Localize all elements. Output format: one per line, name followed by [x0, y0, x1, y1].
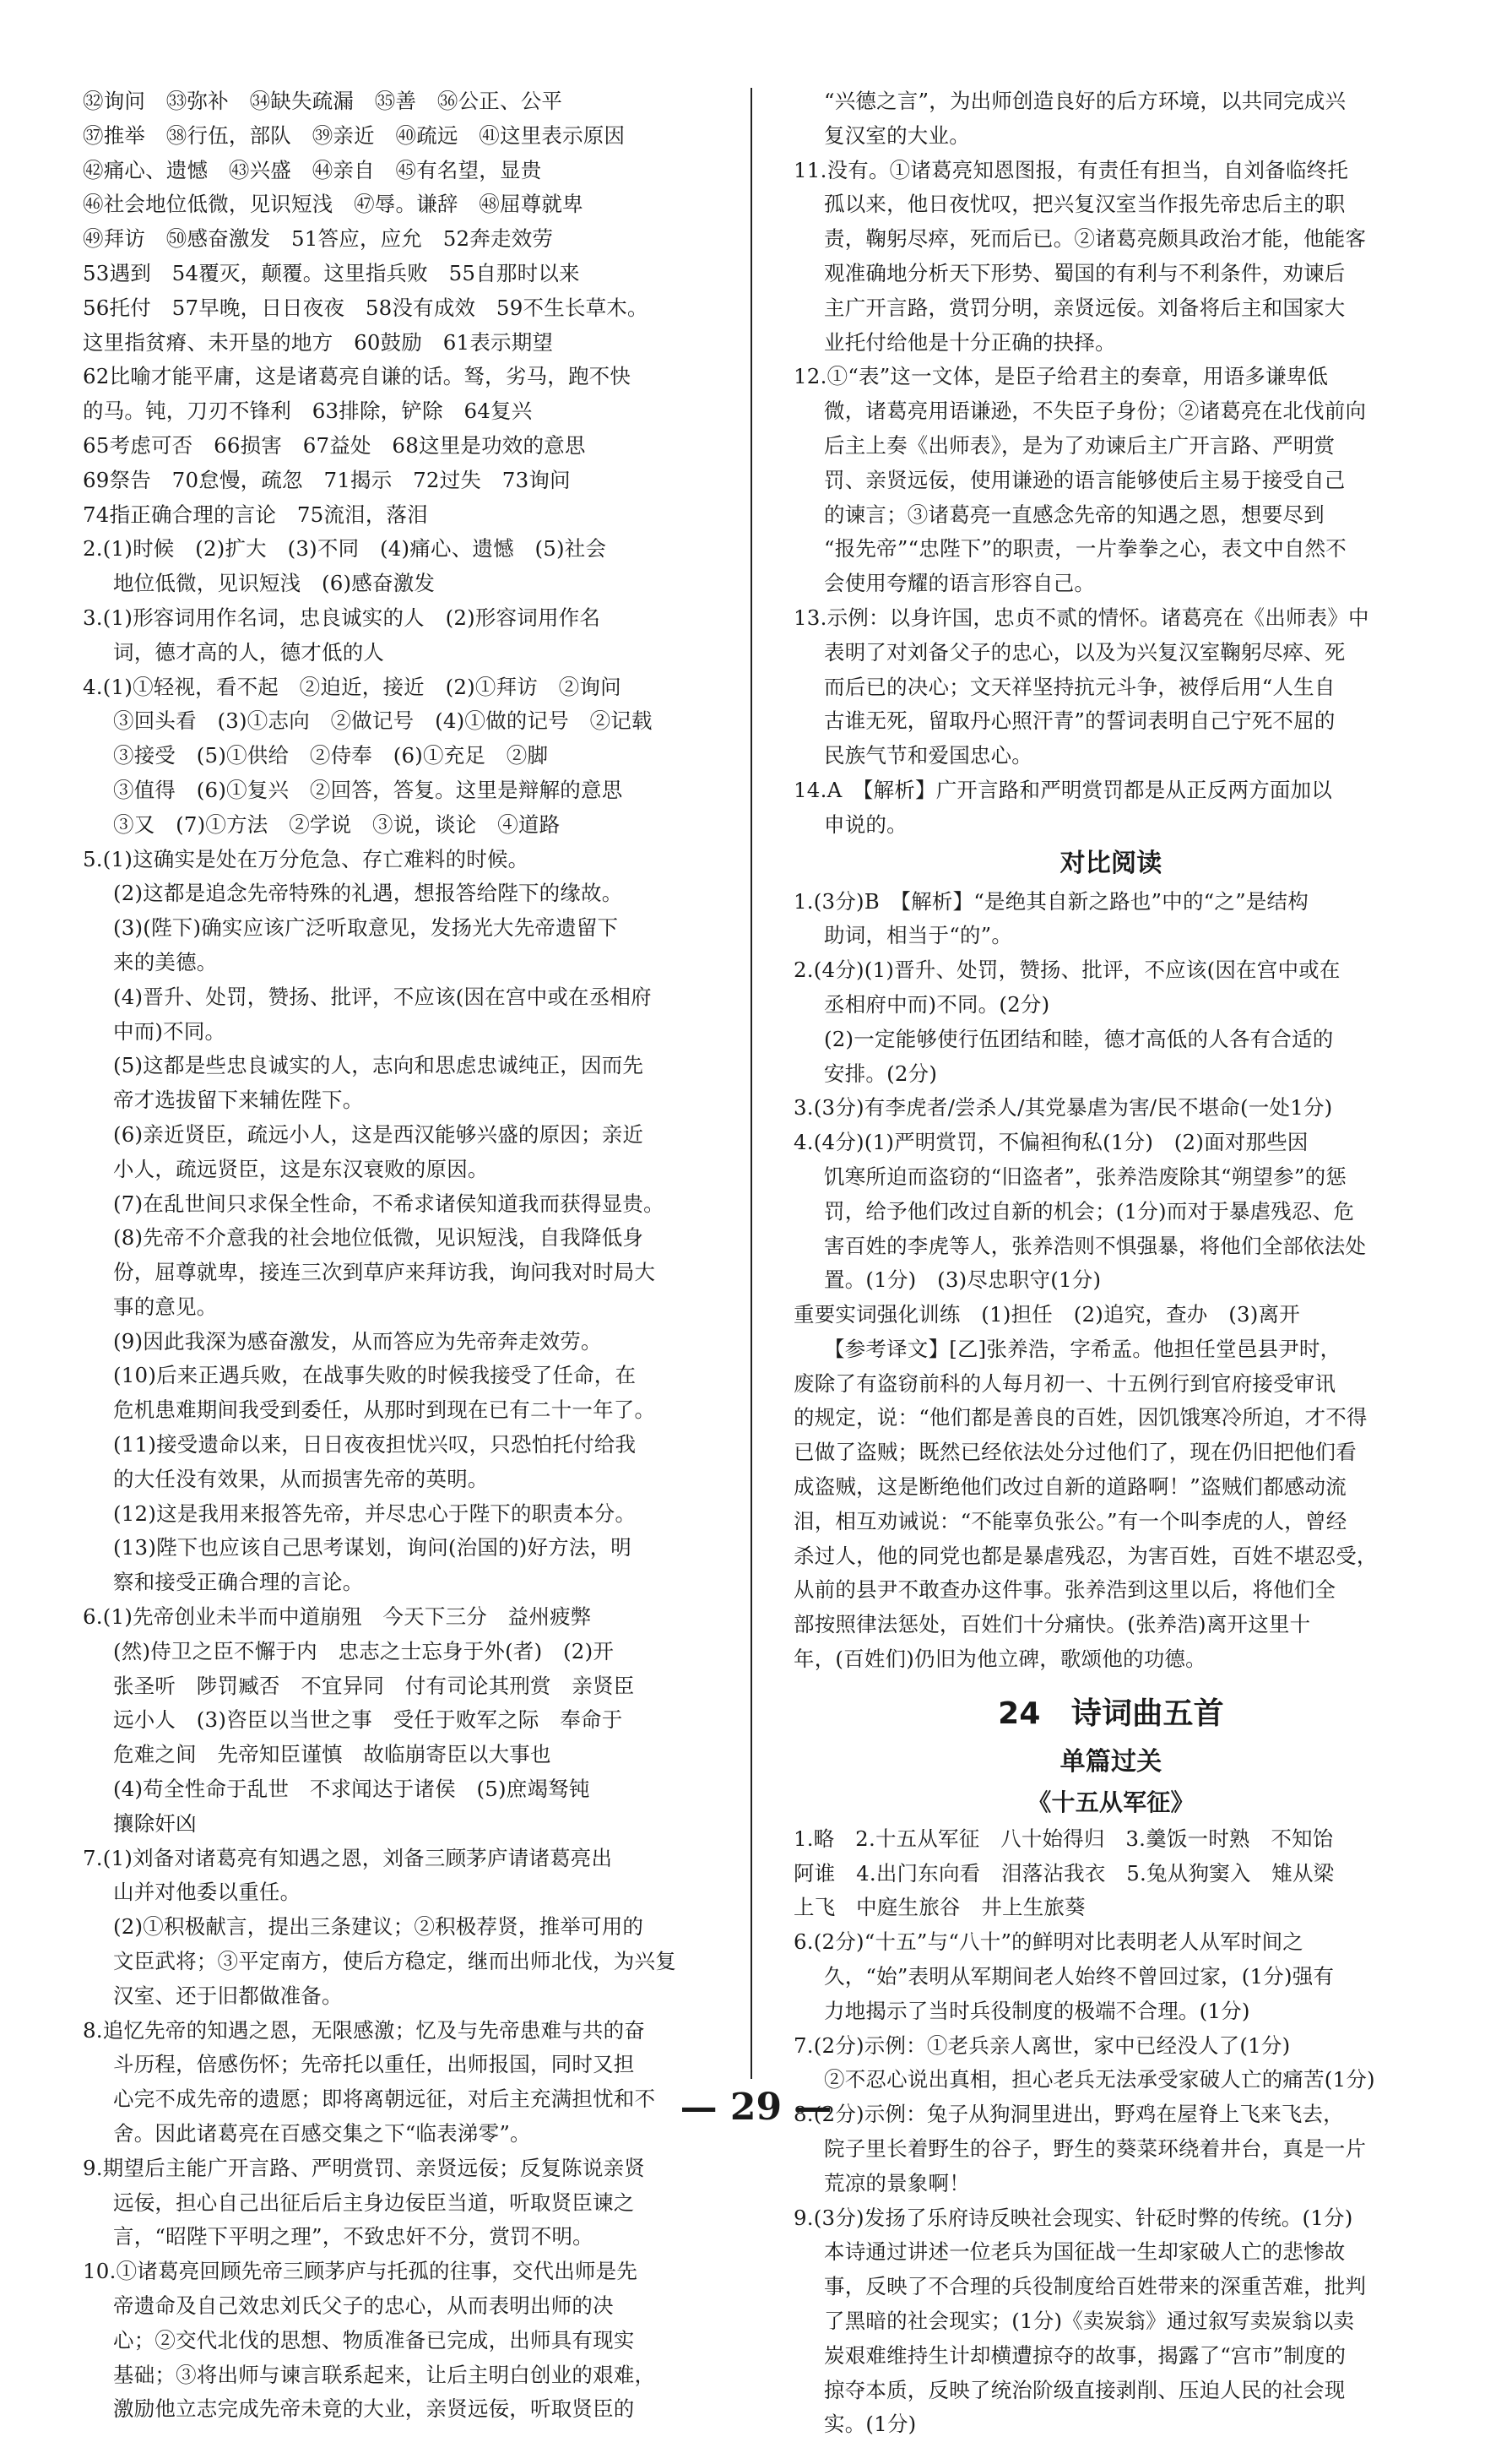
text-line: (5)这都是些忠良诚实的人，志向和思虑忠诚纯正，因而先 [113, 1053, 644, 1078]
text-line: 言，“昭陛下平明之理”，不致忠奸不分，赏罚不明。 [113, 2224, 593, 2249]
text-line: 的大任没有效果，从而损害先帝的英明。 [113, 1466, 489, 1491]
text-line: 地位低微，见识短浅 (6)感奋激发 [113, 571, 436, 596]
text-line: 罚，给予他们改过自新的机会；(1分)而对于暴虐残忍、危 [824, 1198, 1355, 1224]
text-line: 来的美德。 [113, 949, 218, 974]
text-line: 杀过人，他的同党也都是暴虐残忍，为害百姓，百姓不堪忍受， [794, 1543, 1378, 1568]
text-line: 舍。因此诸葛亮在百感交集之下“临表涕零”。 [113, 2121, 531, 2146]
text-line: 1.略 2.十五从军征 八十始得归 3.羹饭一时熟 不知饴 [794, 1826, 1334, 1851]
text-line: (然)侍卫之臣不懈于内 忠志之士忘身于外(者) (2)开 [113, 1638, 615, 1663]
text-line: 远佞，担心自己出征后后主身边佞臣当道，听取贤臣谏之 [113, 2190, 635, 2215]
text-line: ③值得 (6)①复兴 ②回答，答复。这里是辩解的意思 [113, 777, 623, 802]
text-line: (10)后来正遇兵败，在战事失败的时候我接受了任命，在 [113, 1363, 637, 1388]
text-line: 9.(3分)发扬了乐府诗反映社会现实、针砭时弊的传统。(1分) [794, 2205, 1353, 2230]
text-line: 成盗贼，这是断绝他们改过自新的道路啊！”盗贼们都感动流 [794, 1474, 1347, 1500]
text-line: 中而)不同。 [113, 1018, 226, 1044]
text-line: 危机患难期间我受到委任，从那时到现在已有二十一年了。 [113, 1397, 656, 1423]
text-line: (4)晋升、处罚，赞扬、批评，不应该(因在宫中或在丞相府 [113, 984, 652, 1009]
text-line: 废除了有盗窃前科的人每月初一、十五例行到官府接受审讯 [794, 1370, 1336, 1396]
text-line: 6.(1)先帝创业未半而中道崩殂 今天下三分 益州疲弊 [83, 1604, 592, 1630]
text-line: 心；②交代北伐的思想、物质准备已完成，出师具有现实 [113, 2327, 635, 2352]
text-line: 远小人 (3)咨臣以当世之事 受任于败军之际 奉命于 [113, 1707, 623, 1733]
text-line: 事，反映了不合理的兵役制度给百姓带来的深重苦难，批判 [824, 2274, 1367, 2299]
text-line: 4.(4分)(1)严明赏罚，不偏袒徇私(1分) (2)面对那些因 [794, 1130, 1309, 1155]
text-line: ㉜询问 ㉝弥补 ㉞缺失疏漏 ㉟善 ㊱公正、公平 [83, 89, 563, 113]
text-line: 上飞 中庭生旅谷 井上生旅葵 [794, 1895, 1086, 1920]
text-line: (9)因此我深为感奋激发，从而答应为先帝奔走效劳。 [113, 1328, 602, 1354]
text-line: 7.(1)刘备对诸葛亮有知遇之恩，刘备三顾茅庐请诸葛亮出 [83, 1845, 613, 1870]
section-subheading: 《十五从军征》 [1027, 1788, 1195, 1816]
text-line: 安排。(2分) [824, 1061, 938, 1086]
text-line: ㊷痛心、遗憾 ㊸兴盛 ㊹亲自 ㊺有名望，显贵 [83, 157, 542, 182]
text-line: 饥寒所迫而盗窃的“旧盗者”，张养浩废除其“朔望参”的惩 [824, 1164, 1347, 1189]
text-line: (7)在乱世间只求保全性命，不希求诸侯知道我而获得显贵。 [113, 1191, 664, 1216]
text-line: 罚、亲贤远佞，使用谦逊的语言能够使后主易于接受自己 [824, 467, 1346, 492]
text-line: 久，“始”表明从军期间老人始终不曾回过家，(1分)强有 [824, 1964, 1335, 1989]
text-line: 74指正确合理的言论 75流泪，落泪 [83, 502, 428, 527]
text-line: 会使用夸耀的语言形容自己。 [824, 571, 1096, 596]
text-line: 炭艰难维持生计却横遭掠夺的故事，揭露了“宫市”制度的 [824, 2342, 1347, 2368]
text-line: 部按照律法惩处，百姓们十分痛快。(张养浩)离开这里十 [794, 1612, 1311, 1637]
text-line: 5.(1)这确实是处在万分危急、存亡难料的时候。 [83, 846, 529, 871]
text-line: 从前的县尹不敢查办这件事。张养浩到这里以后，将他们全 [794, 1577, 1336, 1603]
text-line: (6)亲近贤臣，疏远小人，这是西汉能够兴盛的原因；亲近 [113, 1121, 644, 1147]
section-heading: 单篇过关 [1059, 1746, 1162, 1777]
text-line: 这里指贫瘠、未开垦的地方 60鼓励 61表示期望 [83, 329, 554, 355]
text-line: 12.①“表”这一文体，是臣子给君主的奏章，用语多谦卑低 [794, 364, 1329, 389]
text-line: 已做了盗贼；既然已经依法处分过他们了，现在仍旧把他们看 [794, 1440, 1357, 1465]
text-line: 14.A 【解析】广开言路和严明赏罚都是从正反两方面加以 [794, 777, 1333, 802]
text-line: 帝才选拔留下来辅佐陛下。 [113, 1088, 364, 1113]
text-line: ㊾拜访 ㊿感奋激发 51答应，应允 52奔走效劳 [83, 226, 554, 252]
text-line: 62比喻才能平庸，这是诸葛亮自谦的话。驽，劣马，跑不快 [83, 364, 631, 389]
text-line: 53遇到 54覆灭，颠覆。这里指兵败 55自那时以来 [83, 260, 580, 285]
text-line: 69祭告 70怠慢，疏忽 71揭示 72过失 73询问 [83, 467, 571, 492]
text-line: 10.①诸葛亮回顾先帝三顾茅庐与托孤的往事，交代出师是先 [83, 2259, 638, 2284]
text-line: 词，德才高的人，德才低的人 [113, 639, 385, 665]
text-line: 2.(4分)(1)晋升、处罚，赞扬、批评，不应该(因在宫中或在 [794, 958, 1341, 983]
text-line: (4)苟全性命于乱世 不求闻达于诸侯 (5)庶竭驽钝 [113, 1777, 590, 1802]
text-line: 实。(1分) [824, 2412, 917, 2437]
text-line: (3)(陛下)确实应该广泛听取意见，发扬光大先帝遗留下 [113, 915, 619, 941]
text-line: “兴德之言”，为出师创造良好的后方环境，以共同完成兴 [824, 89, 1347, 113]
column-divider [751, 88, 752, 2079]
section-heading: 24 诗词曲五首 [998, 1696, 1224, 1731]
text-line: 汉室、还于旧都做准备。 [113, 1983, 343, 2008]
text-line: 激励他立志完成先帝未竟的大业，亲贤远佞，听取贤臣的 [113, 2396, 635, 2422]
text-line: 的规定，说：“他们都是善良的百姓，因饥饿寒冷所迫，才不得 [794, 1405, 1368, 1430]
text-line: 斗历程，倍感伤怀；先帝托以重任，出师报国，同时又担 [113, 2052, 635, 2077]
text-line: 56托付 57早晚，日日夜夜 58没有成效 59不生长草木。 [83, 295, 648, 320]
text-line: 孤以来，他日夜忧叹，把兴复汉室当作报先帝忠后主的职 [824, 192, 1346, 217]
text-line: ㊻社会地位低微，见识短浅 ㊼辱。谦辞 ㊽屈尊就卑 [83, 192, 583, 217]
text-line: (12)这是我用来报答先帝，并尽忠心于陛下的职责本分。 [113, 1500, 637, 1526]
text-line: 本诗通过讲述一位老兵为国征战一生却家破人亡的悲惨故 [824, 2239, 1346, 2265]
text-line: 年，(百姓们)仍旧为他立碑，歌颂他的功德。 [794, 1647, 1206, 1672]
text-line: 表明了对刘备父子的忠心，以及为兴复汉室鞠躬尽瘁、死 [824, 639, 1346, 665]
text-line: 责，鞠躬尽瘁，死而后已。②诸葛亮颇具政治才能，他能客 [824, 226, 1367, 252]
text-line: 院子里长着野生的谷子，野生的葵菜环绕着井台，真是一片 [824, 2136, 1367, 2162]
text-line: 复汉室的大业。 [824, 122, 970, 148]
text-line: 业托付给他是十分正确的抉择。 [824, 329, 1116, 355]
text-line: 助词，相当于“的”。 [824, 923, 1013, 948]
text-line: 8.追忆先帝的知遇之恩，无限感激；忆及与先帝患难与共的奋 [83, 2017, 645, 2043]
text-line: 申说的。 [824, 811, 908, 837]
text-line: 13.示例：以身许国，忠贞不贰的情怀。诸葛亮在《出师表》中 [794, 605, 1369, 630]
text-line: ㊲推举 ㊳行伍，部队 ㊴亲近 ㊵疏远 ㊶这里表示原因 [83, 122, 626, 148]
text-line: 民族气节和爱国忠心。 [824, 743, 1032, 768]
text-line: 丞相府中而)不同。(2分) [824, 991, 1050, 1017]
text-line: 置。(1分) (3)尽忠职守(1分) [824, 1267, 1102, 1293]
text-line: 了黑暗的社会现实；(1分)《卖炭翁》通过叙写卖炭翁以卖 [824, 2309, 1355, 2334]
text-line: 泪，相互劝诫说：“不能辜负张公。”有一个叫李虎的人，曾经 [794, 1508, 1347, 1533]
text-line: 察和接受正确合理的言论。 [113, 1570, 364, 1595]
section-heading: 对比阅读 [1059, 848, 1162, 878]
text-line: (2)①积极献言，提出三条建议；②积极荐贤，推举可用的 [113, 1914, 644, 1940]
text-line: 11.没有。①诸葛亮知恩图报，有责任有担当，自刘备临终托 [794, 157, 1349, 182]
text-line: (8)先帝不介意我的社会地位低微，见识短浅，自我降低身 [113, 1225, 644, 1251]
text-line: 掠夺本质，反映了统治阶级直接剥削、压迫人民的社会现 [824, 2377, 1346, 2402]
text-line: 份，屈尊就卑，接连三次到草庐来拜访我，询问我对时局大 [113, 1260, 656, 1285]
text-line: 张圣听 陟罚臧否 不宜异同 付有司论其刑赏 亲贤臣 [113, 1673, 635, 1698]
text-line: 6.(2分)“十五”与“八十”的鲜明对比表明老人从军时间之 [794, 1929, 1303, 1955]
text-line: 后主上奏《出师表》，是为了劝谏后主广开言路、严明赏 [824, 432, 1336, 458]
text-line: ②不忍心说出真相，担心老兵无法承受家破人亡的痛苦(1分) [824, 2067, 1375, 2092]
text-line: 事的意见。 [113, 1294, 218, 1319]
text-line: 基础；③将出师与谏言联系起来，让后主明白创业的艰难， [113, 2362, 656, 2387]
text-line: ③又 (7)①方法 ②学说 ③说，谈论 ④道路 [113, 811, 561, 837]
text-line: (11)接受遗命以来，日日夜夜担忧兴叹，只恐怕托付给我 [113, 1432, 637, 1457]
text-line: 7.(2分)示例：①老兵亲人离世，家中已经没人了(1分) [794, 2032, 1291, 2058]
text-line: (2)这都是追念先帝特殊的礼遇，想报答给陛下的缘故。 [113, 881, 623, 906]
text-line: 65考虑可否 66损害 67益处 68这里是功效的意思 [83, 432, 586, 458]
text-line: 帝遗命及自己效忠刘氏父子的忠心，从而表明出师的决 [113, 2293, 614, 2318]
text-line: 1.(3分)B 【解析】“是绝其自新之路也”中的“之”是结构 [794, 888, 1309, 914]
text-line: 而后已的决心；文天祥坚持抗元斗争，被俘后用“人生自 [824, 674, 1336, 699]
text-line: (2)一定能够使行伍团结和睦，德才高低的人各有合适的 [824, 1026, 1334, 1051]
text-line: 观准确地分析天下形势、蜀国的有利与不利条件，劝谏后 [824, 260, 1346, 285]
text-line: 害百姓的李虎等人，张养浩则不惧强暴，将他们全部依法处 [824, 1233, 1367, 1258]
text-line: 攘除奸凶 [113, 1810, 197, 1836]
text-line: 小人，疏远贤臣，这是东汉衰败的原因。 [113, 1156, 489, 1181]
text-line: 重要实词强化训练 (1)担任 (2)追究，查办 (3)离开 [794, 1302, 1300, 1327]
text-line: 山并对他委以重任。 [113, 1880, 301, 1905]
text-line: 9.期望后主能广开言路、严明赏罚、亲贤远佞；反复陈说亲贤 [83, 2155, 645, 2180]
left-column [83, 84, 718, 2427]
text-line: 古谁无死，留取丹心照汗青”的誓词表明自己宁死不屈的 [824, 708, 1336, 734]
text-line: 危难之间 先帝知臣谨慎 故临崩寄臣以大事也 [113, 1742, 551, 1767]
text-line: 4.(1)①轻视，看不起 ②迫近，接近 (2)①拜访 ②询问 [83, 674, 621, 699]
text-line: 3.(1)形容词用作名词，忠良诚实的人 (2)形容词用作名 [83, 605, 601, 630]
page-number: — 29 — [680, 2086, 832, 2129]
text-line: ③回头看 (3)①志向 ②做记号 (4)①做的记号 ②记载 [113, 708, 653, 734]
text-line: (13)陛下也应该自己思考谋划，询问(治国的)好方法，明 [113, 1535, 632, 1560]
text-line: 8.(2分)示例：兔子从狗洞里进出，野鸡在屋脊上飞来飞去， [794, 2102, 1344, 2127]
text-line: 阿谁 4.出门东向看 泪落沾我衣 5.兔从狗窦入 雉从梁 [794, 1860, 1335, 1886]
text-line: 【参考译文】[乙]张养浩，字希孟。他担任堂邑县尹时， [824, 1336, 1341, 1361]
text-line: 主广开言路，赏罚分明，亲贤远佞。刘备将后主和国家大 [824, 295, 1346, 320]
text-line: 2.(1)时候 (2)扩大 (3)不同 (4)痛心、遗憾 (5)社会 [83, 536, 607, 562]
text-line: 的谏言；③诸葛亮一直感念先帝的知遇之恩，想要尽到 [824, 502, 1325, 527]
text-line: 心完不成先帝的遗愿；即将离朝远征，对后主充满担忧和不 [113, 2087, 656, 2112]
text-line: “报先帝”“忠陛下”的职责，一片拳拳之心，表文中自然不 [824, 536, 1347, 562]
text-line: 微，诸葛亮用语谦逊，不失臣子身份；②诸葛亮在北伐前向 [824, 399, 1367, 424]
text-line: 荒凉的景象啊！ [824, 2170, 970, 2195]
text-line: 文臣武将；③平定南方，使后方稳定，继而出师北伐，为兴复 [113, 1949, 676, 1974]
text-line: 的马。钝，刀刃不锋利 63排除，铲除 64复兴 [83, 399, 533, 424]
text-line: ③接受 (5)①供给 ②侍奉 (6)①充足 ②脚 [113, 743, 549, 768]
text-line: 3.(3分)有李虎者/尝杀人/其党暴虐为害/民不堪命(一处1分) [794, 1095, 1333, 1121]
text-line: 力地揭示了当时兵役制度的极端不合理。(1分) [824, 1998, 1250, 2023]
